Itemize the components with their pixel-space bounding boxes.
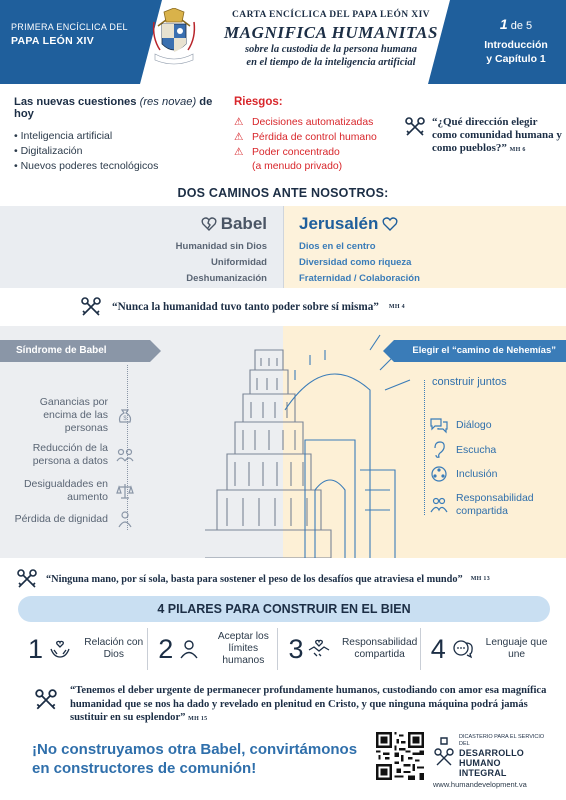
papal-crest-icon	[150, 8, 198, 74]
nehemias-item-label: Inclusión	[456, 467, 498, 480]
nehemias-dotted-line	[424, 380, 425, 515]
risk-item	[234, 131, 394, 145]
sindrome-item	[8, 442, 136, 468]
speech-bubbles-icon	[451, 637, 475, 661]
cuestiones-list	[14, 129, 229, 174]
sindrome-item-label: Desigualdades en aumento	[23, 478, 108, 503]
risk-item	[234, 146, 394, 160]
footer-cta	[32, 740, 357, 778]
pilar-number: 3	[288, 633, 304, 664]
pilar-item	[278, 628, 420, 670]
quote-deber-urgente	[34, 684, 554, 727]
warning-icon: ⚠	[234, 147, 244, 158]
section-line-1: Introducción	[484, 39, 548, 51]
pilar-number: 2	[158, 633, 174, 664]
quote-ninguna-mano-text: “Ninguna mano, por sí sola, basta para sostener el peso de los desafíos que atraviesa el mundo”	[46, 573, 463, 585]
hands-heart-icon	[48, 637, 72, 661]
header-title-block	[206, 10, 456, 69]
money-bag-icon	[116, 407, 134, 425]
sindrome-item-label: Reducción de la persona a datos	[32, 442, 108, 467]
dialogue-icon	[430, 416, 448, 434]
nehemias-item-label: Escucha	[456, 443, 497, 456]
quote-ninguna-mano-ref: MH 13	[470, 576, 491, 582]
risk-label: Pérdida de control humano	[252, 132, 377, 143]
header-left-banner	[0, 0, 140, 84]
babel-title: Babel	[220, 214, 267, 233]
riesgos-block	[234, 96, 394, 173]
sindrome-item-label: Ganancias por encima de las personas	[39, 396, 108, 434]
risk-note: (a menudo privado)	[252, 161, 343, 172]
babel-title-row	[0, 214, 267, 234]
handshake-heart-icon	[307, 637, 331, 661]
crossed-keys-icon	[16, 568, 38, 590]
sindrome-babel-tab: Síndrome de Babel	[0, 340, 150, 362]
pilar-number: 1	[28, 633, 44, 664]
jerusalen-panel	[283, 206, 566, 288]
cuestiones-block	[14, 96, 229, 174]
babel-item: Humanidad sin Dios	[175, 241, 267, 252]
crossed-keys-icon	[404, 116, 426, 138]
tower-and-city-illustration	[195, 330, 415, 558]
dicasterio-big-3: INTEGRAL	[459, 768, 507, 778]
babel-item: Deshumanización	[186, 273, 267, 284]
heart-icon	[382, 216, 398, 232]
risk-label: Poder concentrado	[252, 147, 340, 158]
quote-nunca	[80, 296, 405, 318]
header-left-line2: PAPA LEÓN XIV	[11, 35, 95, 47]
nehemias-item-label: Diálogo	[456, 418, 492, 431]
sindrome-item-label: Pérdida de dignidad	[14, 512, 108, 525]
caminos-heading: DOS CAMINOS ANTE NOSOTROS:	[177, 186, 389, 200]
jerusalen-item: Dios en el centro	[299, 241, 376, 252]
page-total: de 5	[510, 20, 533, 32]
list-item: • Inteligencia artificial	[14, 129, 229, 144]
cuestiones-title-c: de hoy	[14, 96, 213, 120]
babel-panel	[0, 206, 283, 288]
jerusalen-title-row	[299, 214, 566, 234]
construir-juntos: construir juntos	[432, 376, 507, 388]
cuestiones-title-a: Las nuevas cuestiones	[14, 96, 140, 108]
question-block	[404, 116, 564, 157]
crossed-keys-icon	[80, 296, 102, 318]
crossed-keys-icon	[34, 688, 58, 712]
dicasterio-big-2: HUMANO	[459, 758, 501, 768]
cuestiones-title-b: (res novae)	[139, 96, 197, 108]
nehemias-tab: Elegir el “camino de Nehemías”	[394, 340, 566, 362]
footer-cta-line1: ¡No construyamos otra Babel, convirtámonos	[32, 741, 358, 758]
header-right-banner	[450, 0, 566, 84]
pilar-item	[148, 628, 278, 670]
header-subtitle-2: en el tiempo de la inteligencia artificial	[246, 57, 416, 68]
nehemias-item	[430, 416, 492, 434]
inclusion-circle-icon	[430, 465, 448, 483]
jerusalen-item: Diversidad como riqueza	[299, 257, 412, 268]
quote-deber-urgente-text: “Tenemos el deber urgente de permanecer profundamente humanos, custodiando con amor esa magnífica humanidad que se nos ha dado y revelado en plenitud en Cristo, y que ninguna máquina podrá jamás sustituir en su esplendor”	[70, 685, 547, 723]
dicasterio-small: DICASTERIO PARA EL SERVICIO DEL	[459, 734, 545, 747]
people-data-icon	[116, 446, 134, 464]
quote-nunca-text: “Nunca la humanidad tuvo tanto poder sobre sí misma”	[112, 301, 379, 313]
pilar-label: Relación con Dios	[84, 637, 144, 660]
risk-label: Decisiones automatizadas	[252, 117, 374, 128]
dicasterio-text	[459, 734, 553, 778]
sindrome-item	[8, 478, 136, 504]
svg-text:$: $	[123, 415, 127, 422]
sindrome-item	[8, 396, 136, 435]
section-line-2: y Capítulo 1	[486, 53, 546, 65]
page-number: 1	[499, 16, 508, 32]
person-icon	[177, 637, 201, 661]
list-item: • Nuevos poderes tecnológicos	[14, 159, 229, 174]
pilar-number: 4	[430, 633, 446, 664]
question-ref: MH 6	[509, 147, 526, 153]
header	[0, 0, 566, 84]
cuestiones-title	[14, 96, 229, 120]
pilar-label: Lenguaje que une	[485, 637, 548, 660]
header-subtitle-1: sobre la custodia de la persona humana	[244, 44, 418, 55]
header-left-line1: PRIMERA ENCÍCLICA DEL	[11, 22, 128, 32]
footer-url[interactable]: www.humandevelopment.va	[433, 780, 527, 789]
dicasterio-big-1: DESARROLLO	[459, 748, 524, 758]
babel-item: Uniformidad	[211, 257, 267, 268]
footer-cta-line2: en constructores de comunión!	[32, 760, 257, 777]
jerusalen-item: Fraternidad / Colaboración	[299, 273, 420, 284]
broken-heart-icon	[201, 216, 217, 232]
pilar-item	[421, 628, 550, 670]
quote-ninguna-mano	[16, 568, 490, 590]
risk-item	[234, 116, 394, 130]
scales-icon	[116, 482, 134, 500]
header-supertitle: CARTA ENCÍCLICA DEL PAPA LEÓN XIV	[232, 10, 430, 20]
person-shield-icon	[116, 510, 134, 528]
nehemias-item-label: Responsabilidad compartida	[456, 492, 534, 517]
qr-code-icon[interactable]	[376, 732, 424, 780]
sindrome-item	[8, 510, 136, 528]
question-text	[432, 116, 564, 157]
nehemias-item	[430, 492, 566, 518]
pilar-label: Aceptar los límites humanos	[217, 631, 269, 666]
ear-icon	[430, 441, 448, 459]
nehemias-item	[430, 441, 496, 459]
pilar-label: Responsabilidad compartida	[341, 637, 418, 660]
pilar-item	[18, 628, 148, 670]
list-item: • Digitalización	[14, 144, 229, 159]
dicasterio-keys-icon	[433, 734, 455, 768]
header-title: MAGNIFICA HUMANITAS	[223, 23, 439, 42]
caminos-divider	[283, 206, 284, 288]
warning-icon: ⚠	[234, 117, 244, 128]
quote-deber-urgente-body	[70, 684, 554, 727]
question-quote: “¿Qué dirección elegir como comunidad humana y como pueblos?”	[432, 116, 562, 154]
warning-icon: ⚠	[234, 132, 244, 143]
quote-nunca-ref: MH 4	[388, 304, 405, 310]
pilares-row	[18, 628, 550, 670]
jerusalen-title: Jerusalén	[299, 214, 379, 233]
quote-deber-urgente-ref: MH 15	[188, 716, 208, 722]
dicasterio-logo	[433, 734, 553, 778]
nehemias-item	[430, 465, 497, 483]
shared-responsibility-icon	[430, 496, 448, 514]
page-indicator	[476, 16, 556, 32]
riesgos-title: Riesgos:	[234, 96, 283, 108]
pilares-heading: 4 PILARES PARA CONSTRUIR EN EL BIEN	[18, 596, 550, 622]
